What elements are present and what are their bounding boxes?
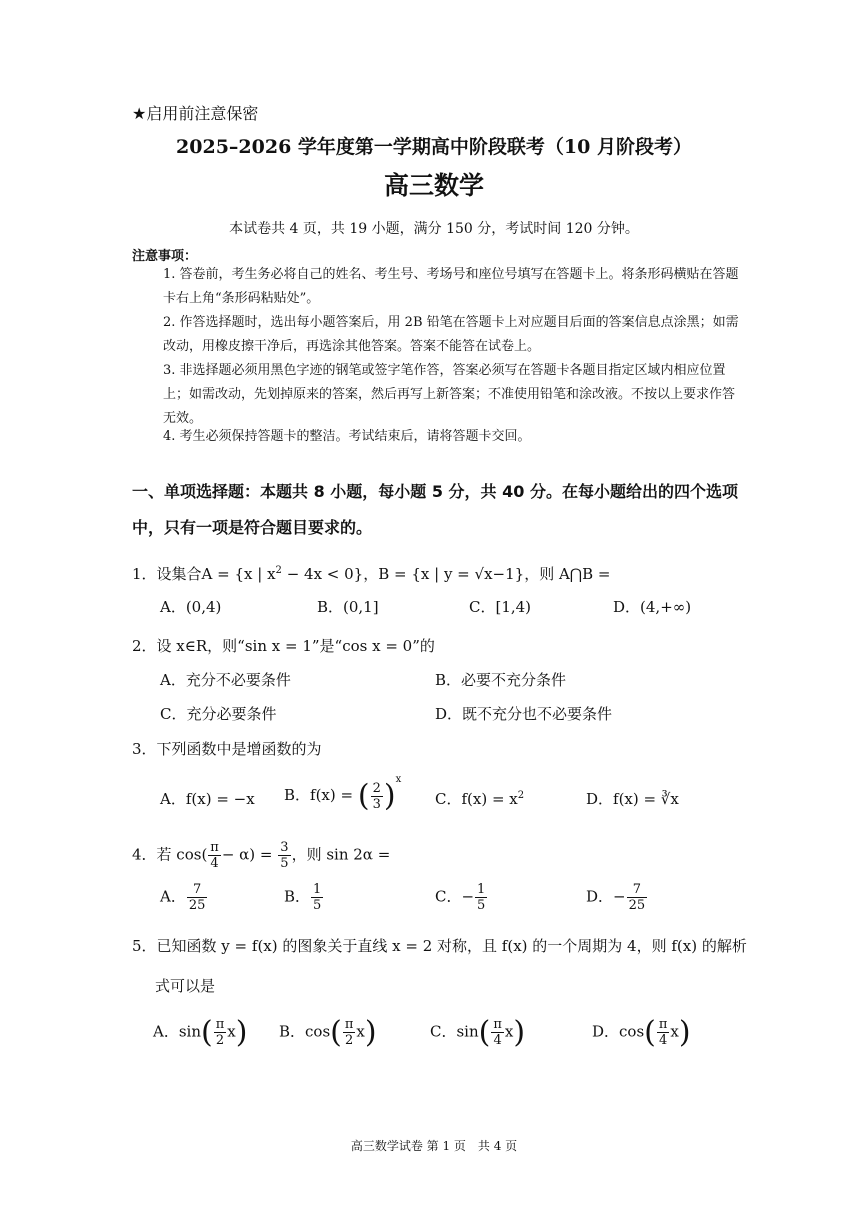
section-heading: 一、单项选择题：本题共 8 小题，每小题 5 分，共 40 分。在每小题给出的四个选项中，只有一项是符合题目要求的。 (132, 482, 738, 537)
confidential-label: ★启用前注意保密 (132, 104, 259, 123)
notice-item-3: 3. 非选择题必须用黑色字迹的钢笔或签字笔作答，答案必须写在答题卡各题目指定区域内相应位置上；如需改动，先划掉原来的答案，然后再写上新答案；不准使用铅笔和涂改液。不按以上要求作答无效。 (163, 363, 736, 426)
subject-title: 高三数学 (383, 171, 484, 200)
question-4-stem: 4．若 cos( $\frac{\pi}{4}$ − α) = $\frac{3}{5}$ ，则 sin 2α = (132, 840, 391, 871)
question-1-option-a: A．(0,4) (160, 598, 222, 616)
question-5-stem-continued: 式可以是 (155, 977, 216, 995)
question-2-option-c: C．充分必要条件 (160, 705, 277, 723)
fraction: $\frac{\pi}{4}$ (210, 840, 219, 871)
question-4-option-b: B． $\frac{1}{5}$ (284, 882, 322, 913)
notice-heading: 注意事项： (132, 249, 198, 264)
fraction: $\frac{2}{3}$ (372, 780, 381, 812)
question-5-option-b: B．cos( $\frac{\pi}{2}$ x) (279, 1015, 377, 1050)
question-1-option-c: C．[1,4) (469, 598, 532, 616)
question-5-option-a: A．sin( $\frac{\pi}{2}$ x) (153, 1015, 248, 1050)
question-2-stem: 2．设 x∈R，则“sin x = 1”是“cos x = 0”的 (132, 637, 435, 655)
question-1-option-d: D．(4,+∞) (613, 598, 692, 616)
question-3-option-a: A．f(x) = −x (160, 790, 255, 808)
exam-info: 本试卷共 4 页，共 19 小题，满分 150 分，考试时间 120 分钟。 (229, 221, 639, 237)
question-5-option-c: C．sin( $\frac{\pi}{4}$ x) (430, 1015, 526, 1050)
fraction: $\frac{1}{5}$ (313, 882, 322, 913)
exam-title: 2025–2026 学年度第一学期高中阶段联考（10 月阶段考） (176, 136, 692, 158)
question-5-stem: 5．已知函数 y = f(x) 的图象关于直线 x = 2 对称，且 f(x) 的一个周期为 4，则 f(x) 的解析 (132, 937, 747, 955)
question-4-option-d: D．− $\frac{7}{25}$ (586, 882, 646, 913)
fraction: $\frac{7}{25}$ (628, 882, 646, 913)
question-4-option-a: A． $\frac{7}{25}$ (160, 882, 206, 913)
fraction: $\frac{3}{5}$ (280, 840, 289, 871)
notice-item-4: 4. 考生必须保持答题卡的整洁。考试结束后，请将答题卡交回。 (163, 429, 531, 444)
notice-item-2: 2. 作答选择题时，选出每小题答案后，用 2B 铅笔在答题卡上对应题目后面的答案信息点涂黑；如需改动，用橡皮擦干净后，再选涂其他答案。答案不能答在试卷上。 (163, 315, 739, 354)
question-1-stem: 1．设集合A = {x | $x^2 - 4x < 0$}，B = {x | y = √x−1}，则 A⋂B = (132, 565, 611, 583)
question-2-option-b: B．必要不充分条件 (435, 671, 567, 689)
question-4-option-c: C．− $\frac{1}{5}$ (435, 882, 486, 913)
notice-item-1: 1. 答卷前，考生务必将自己的姓名、考生号、考场号和座位号填写在答题卡上。将条形码横贴在答题卡右上角“条形码粘贴处”。 (163, 267, 739, 306)
question-3-stem: 3．下列函数中是增函数的为 (132, 740, 322, 758)
question-2-option-d: D．既不充分也不必要条件 (435, 705, 613, 723)
fraction: $\frac{1}{5}$ (477, 882, 486, 913)
fraction: $\frac{7}{25}$ (188, 882, 206, 913)
question-3-option-c: C．$f(x) = x^2$ (435, 790, 525, 808)
fraction: $\frac{\pi}{2}$ (215, 1017, 225, 1048)
question-3-option-b: B．f(x) = ( $\frac{2}{3}$ )$^x$ (284, 774, 402, 814)
question-1-option-b: B．(0,1] (317, 598, 379, 616)
question-5-option-d: D．cos( $\frac{\pi}{4}$ x) (592, 1015, 691, 1050)
fraction: $\frac{\pi}{2}$ (344, 1017, 354, 1048)
fraction: $\frac{\pi}{4}$ (493, 1017, 502, 1048)
fraction: $\frac{\pi}{4}$ (658, 1017, 668, 1048)
question-3-option-d: D．f(x) = ∛x (586, 790, 679, 808)
page-footer: 高三数学试卷 第 1 页 共 4 页 (350, 1139, 518, 1153)
question-2-option-a: A．充分不必要条件 (160, 671, 291, 689)
